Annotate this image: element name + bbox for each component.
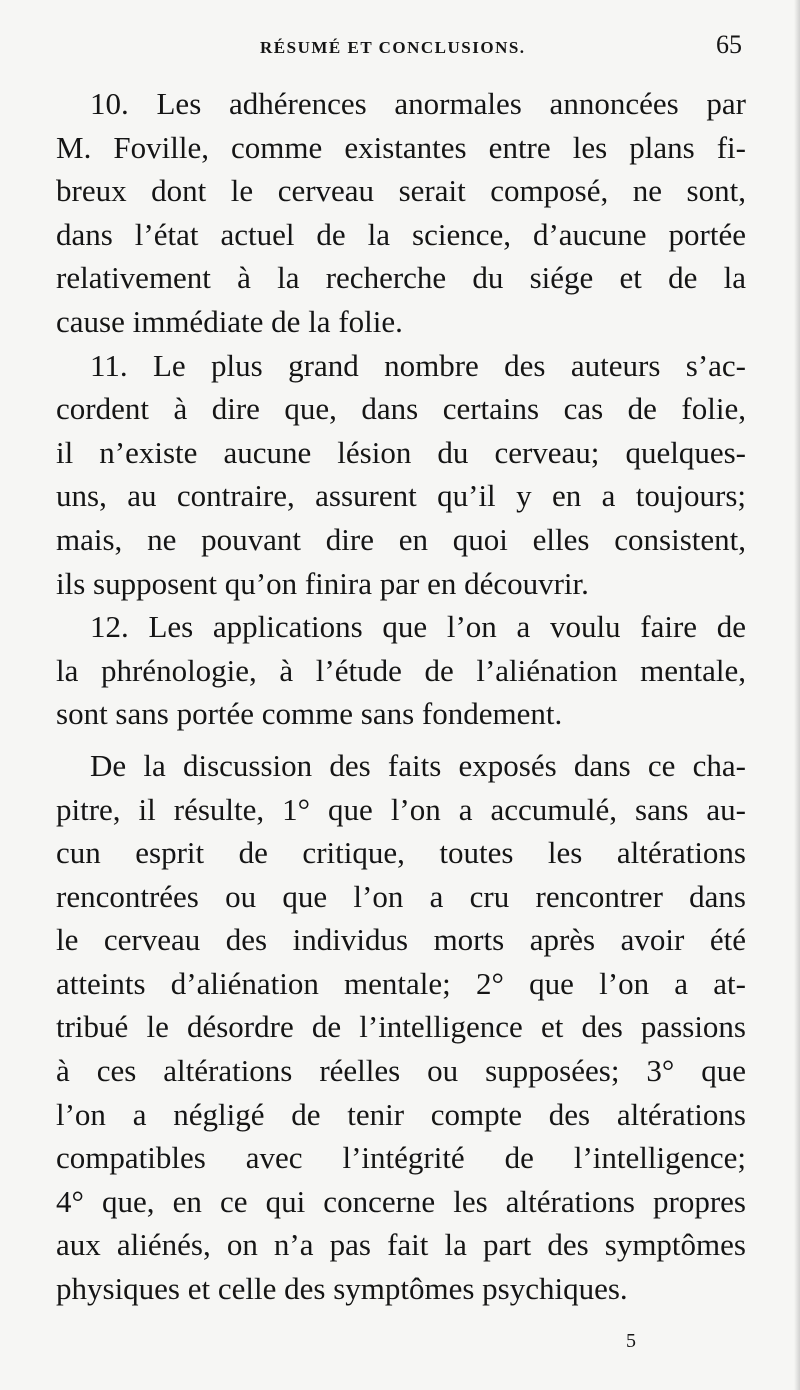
text-line: sont sans portée comme sans fondement.	[56, 696, 563, 732]
text-line: il n’existe aucune lésion du cerveau; quelques-	[56, 434, 746, 470]
text-line: cordent à dire que, dans certains cas de folie,	[56, 391, 746, 427]
text-line: 11. Le plus grand nombre des auteurs s’ac-	[90, 347, 746, 383]
text-line: cun esprit de critique, toutes les altérations	[56, 835, 746, 871]
signature-mark: 5	[626, 1330, 636, 1352]
scan-edge-shadow	[794, 0, 800, 1390]
text-line: 4° que, en ce qui concerne les altérations propres	[56, 1183, 746, 1219]
page-number: 65	[716, 30, 742, 59]
text-line: la phrénologie, à l’étude de l’aliénation mentale,	[56, 652, 746, 688]
text-line: physiques et celle des symptômes psychiques.	[56, 1271, 628, 1307]
text-line: aux aliénés, on n’a pas fait la part des symptômes	[56, 1227, 746, 1263]
paragraph-11	[56, 344, 746, 606]
text-line: uns, au contraire, assurent qu’il y en a toujours;	[56, 478, 746, 514]
text-line: compatibles avec l’intégrité de l’intelligence;	[56, 1140, 746, 1176]
text-line: 12. Les applications que l’on a voulu faire de	[90, 609, 746, 645]
text-line: atteints d’aliénation mentale; 2° que l’on a at-	[56, 965, 746, 1001]
text-line: l’on a négligé de tenir compte des altérations	[56, 1096, 746, 1132]
text-line: relativement à la recherche du siége et de la	[56, 260, 746, 296]
text-line: dans l’état actuel de la science, d’aucune portée	[56, 216, 746, 252]
text-line: mais, ne pouvant dire en quoi elles consistent,	[56, 521, 746, 557]
text-line: pitre, il résulte, 1° que l’on a accumulé, sans au-	[56, 791, 746, 827]
page-header	[60, 28, 750, 68]
text-line: à ces altérations réelles ou supposées; 3° que	[56, 1053, 746, 1089]
paragraph-10	[56, 82, 746, 344]
paragraph-12	[56, 605, 746, 736]
text-line: De la discussion des faits exposés dans ce cha-	[90, 747, 746, 783]
text-line: cause immédiate de la folie.	[56, 303, 403, 339]
text-line: le cerveau des individus morts après avoir été	[56, 922, 746, 958]
text-line: M. Foville, comme existantes entre les plans fi-	[56, 129, 746, 165]
text-line: ils supposent qu’on finira par en découvrir.	[56, 565, 589, 601]
text-line: 10. Les adhérences anormales annoncées par	[90, 86, 746, 121]
running-title: RÉSUMÉ ET CONCLUSIONS.	[260, 38, 526, 57]
body-text	[56, 82, 746, 1311]
text-line: breux dont le cerveau serait composé, ne sont,	[56, 173, 746, 209]
text-line: rencontrées ou que l’on a cru rencontrer dans	[56, 878, 746, 914]
paragraph-conclusion	[56, 744, 746, 1311]
text-line: tribué le désordre de l’intelligence et des passions	[56, 1009, 746, 1045]
